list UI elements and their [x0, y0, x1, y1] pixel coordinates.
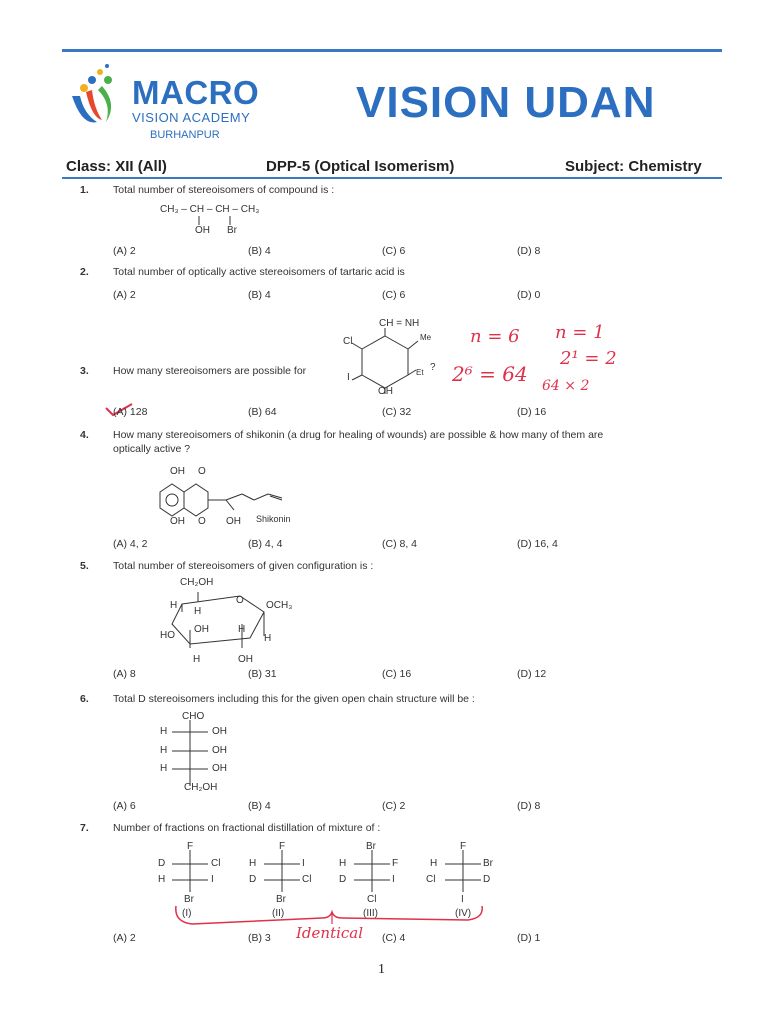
group-label: CH₂OH [180, 577, 214, 588]
group-label: CH₂OH [184, 782, 218, 793]
brand-name: MACRO [132, 74, 260, 111]
group-label: I [392, 874, 395, 885]
page-title: VISION UDAN [356, 78, 656, 127]
question-number: 7. [80, 822, 89, 834]
group-label: D [158, 858, 166, 869]
group-label: Cl [426, 874, 436, 885]
group-label: Et [416, 368, 424, 377]
group-label: OH [212, 745, 227, 756]
handwritten-note: Identical [296, 924, 364, 942]
group-label: H [238, 624, 246, 635]
option-d: (D) 8 [517, 245, 541, 257]
option-d: (D) 16, 4 [517, 538, 558, 550]
question-text: How many stereoisomers are possible for [113, 365, 307, 377]
option-a: (A) 8 [113, 668, 136, 680]
handwritten-note: 2⁶ = 64 [452, 362, 528, 386]
option-b: (B) 4 [248, 289, 271, 301]
option-a: (A) 2 [113, 932, 136, 944]
group-label: OH [212, 726, 227, 737]
group-label: OH [194, 624, 209, 635]
option-b: (B) 4 [248, 245, 271, 257]
option-a: (A) 6 [113, 800, 136, 812]
group-label: OCH₃ [266, 600, 293, 611]
fischer-projection-3 [352, 850, 392, 900]
option-a: (A) 4, 2 [113, 538, 148, 550]
question-number: 5. [80, 560, 89, 572]
group-label: D [483, 874, 491, 885]
group-label: Br [366, 841, 376, 852]
group-label: I [461, 894, 464, 905]
group-label: O [236, 595, 244, 606]
group-label: H [264, 633, 272, 644]
group-label: F [460, 841, 467, 852]
group-label: H [160, 763, 168, 774]
group-label: I [302, 858, 305, 869]
compound-name: Shikonin [256, 514, 291, 524]
group-label: I [347, 372, 350, 383]
brand-city: BURHANPUR [150, 129, 220, 141]
question-number: 2. [80, 266, 89, 278]
question-text: Number of fractions on fractional distillation of mixture of : [113, 822, 381, 834]
option-c: (C) 4 [382, 932, 406, 944]
group-label: Me [420, 333, 432, 342]
question-number: 1. [80, 184, 89, 196]
group-label: H [339, 858, 347, 869]
group-label: H [158, 874, 166, 885]
group-label: H [249, 858, 257, 869]
group-label: OH [238, 654, 253, 665]
option-d: (D) 1 [517, 932, 541, 944]
question-text: Total number of optically active stereoisomers of tartaric acid is [113, 266, 405, 278]
option-a: (A) 2 [113, 289, 136, 301]
group-label: H [170, 600, 178, 611]
academy-logo-icon [62, 56, 132, 136]
option-c: (C) 6 [382, 245, 406, 257]
group-label: Cl [211, 858, 221, 869]
question-number: 3. [80, 365, 89, 377]
question-text-cont: optically active ? [113, 443, 191, 455]
group-label: OH [170, 516, 185, 527]
group-label: Br [184, 894, 194, 905]
group-label: H [194, 606, 202, 617]
group-label: O [198, 466, 206, 477]
structure-label: (I) [182, 908, 192, 919]
question-mark: ? [430, 362, 436, 373]
header-rule [62, 177, 722, 179]
handwritten-note: 64 × 2 [542, 378, 590, 394]
fischer-projection-2 [262, 850, 302, 900]
option-d: (D) 16 [517, 406, 547, 418]
formula-substituent: OH [195, 225, 210, 236]
group-label: F [392, 858, 399, 869]
option-b: (B) 64 [248, 406, 277, 418]
option-c: (C) 6 [382, 289, 406, 301]
group-label: H [193, 654, 201, 665]
option-c: (C) 32 [382, 406, 412, 418]
group-label: F [187, 841, 194, 852]
group-label: Cl [343, 336, 353, 347]
group-label: OH [226, 516, 241, 527]
option-d: (D) 12 [517, 668, 547, 680]
handwritten-note: 2¹ = 2 [560, 348, 617, 369]
option-c: (C) 8, 4 [382, 538, 418, 550]
group-label: OH [212, 763, 227, 774]
group-label: HO [160, 630, 175, 641]
handwritten-note: n = 6 [470, 326, 520, 347]
option-d: (D) 8 [517, 800, 541, 812]
option-d: (D) 0 [517, 289, 541, 301]
group-label: Cl [367, 894, 377, 905]
group-label: H [430, 858, 438, 869]
fischer-projection-1 [170, 850, 210, 900]
group-label: Br [276, 894, 286, 905]
structure-label: (II) [272, 908, 285, 919]
group-label: OH [170, 466, 185, 477]
option-b: (B) 31 [248, 668, 277, 680]
group-label: H [160, 726, 168, 737]
question-text: Total D stereoisomers including this for the given open chain structure will be : [113, 693, 475, 705]
formula: CH₃ – CH – CH – CH₃ [160, 204, 260, 215]
group-label: O [198, 516, 206, 527]
group-label: H [160, 745, 168, 756]
class-label: Class: XII (All) [66, 158, 167, 175]
group-label: D [339, 874, 347, 885]
fischer-projection-4 [443, 850, 483, 900]
group-label: OH [378, 386, 393, 397]
question-text: Total number of stereoisomers of given configuration is : [113, 560, 374, 572]
group-label: F [279, 841, 286, 852]
structure-label: (IV) [455, 908, 472, 919]
formula-substituent: Br [227, 225, 237, 236]
question-text: Total number of stereoisomers of compound is : [113, 184, 335, 196]
top-rule [62, 49, 722, 52]
question-number: 4. [80, 429, 89, 441]
option-a: (A) 2 [113, 245, 136, 257]
group-label: I [211, 874, 214, 885]
subject-label: Subject: Chemistry [565, 158, 702, 175]
group-label: CH = NH [379, 318, 420, 329]
option-b: (B) 4 [248, 800, 271, 812]
group-label: Cl [302, 874, 312, 885]
question-number: 6. [80, 693, 89, 705]
question-text: How many stereoisomers of shikonin (a drug for healing of wounds) are possible & how many of them are [113, 429, 604, 441]
group-label: Br [483, 858, 493, 869]
page-number: 1 [378, 962, 385, 977]
option-c: (C) 16 [382, 668, 412, 680]
option-c: (C) 2 [382, 800, 406, 812]
option-b: (B) 3 [248, 932, 271, 944]
structure-label: (III) [363, 908, 378, 919]
option-a: (A) 128 [113, 406, 148, 418]
brand-subtitle: VISION ACADEMY [132, 110, 251, 125]
option-b: (B) 4, 4 [248, 538, 283, 550]
group-label: D [249, 874, 257, 885]
handwritten-note: n = 1 [555, 322, 605, 343]
dpp-label: DPP-5 (Optical Isomerism) [266, 158, 455, 175]
group-label: CHO [182, 711, 205, 722]
